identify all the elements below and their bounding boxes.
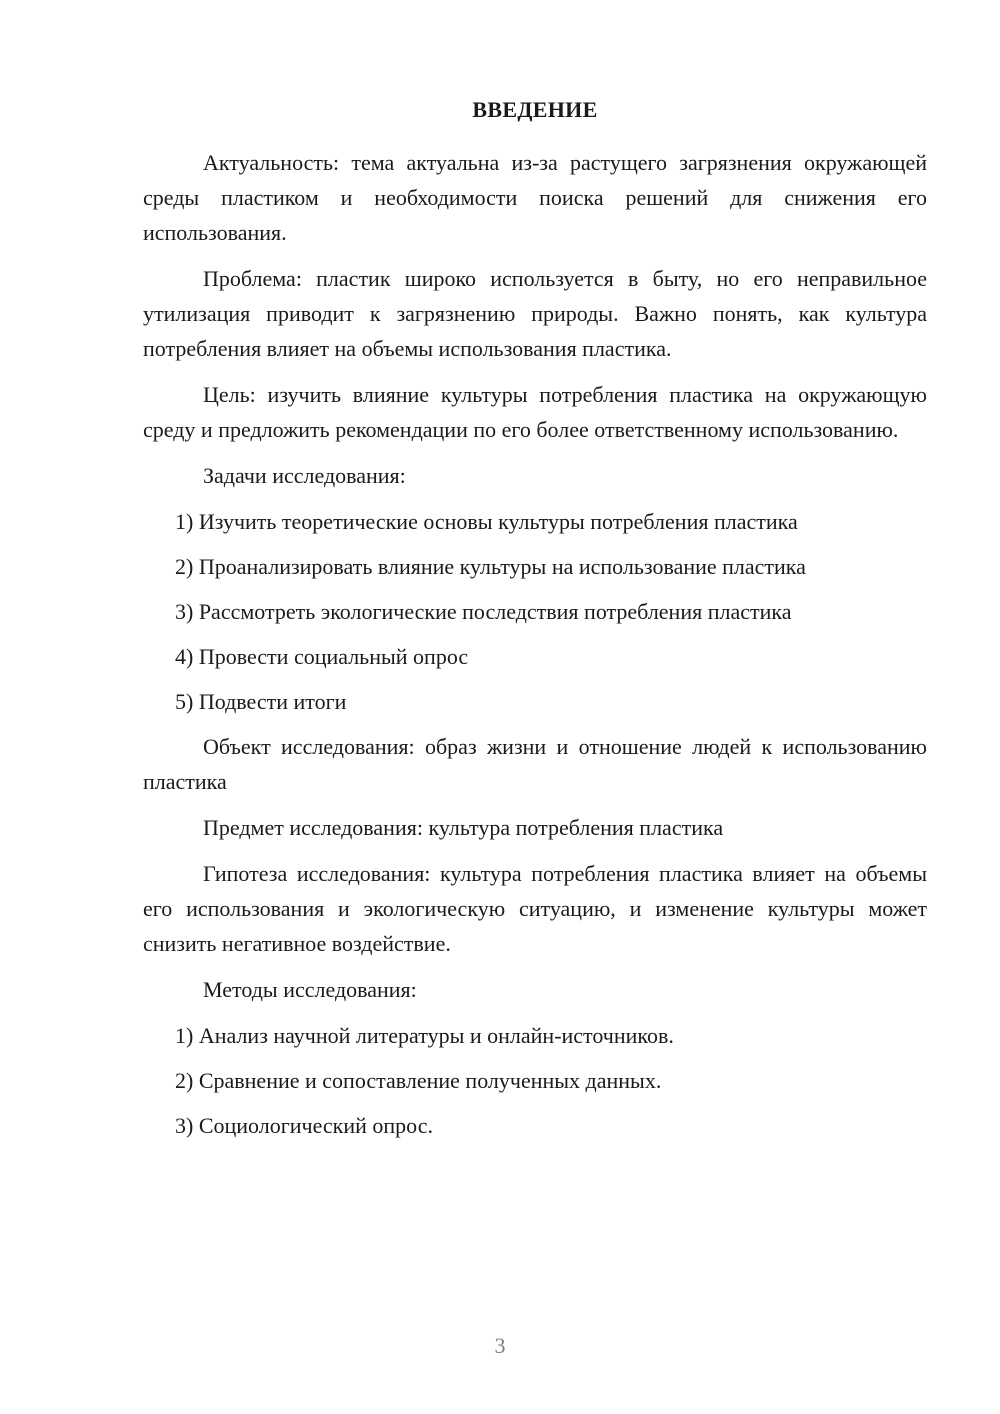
object-paragraph: Объект исследования: образ жизни и отношение людей к использованию пластика xyxy=(143,734,927,794)
list-item: 1) Изучить теоретические основы культуры потребления пластика xyxy=(175,509,798,534)
list-item: 3) Социологический опрос. xyxy=(175,1113,433,1138)
hypothesis-paragraph: Гипотеза исследования: культура потребления пластика влияет на объемы его использования и экологическую ситуацию, и изменение культуры может снизить негативное воздействие. xyxy=(143,861,927,956)
list-item: 1) Анализ научной литературы и онлайн-источников. xyxy=(175,1023,674,1048)
document-title: ВВЕДЕНИЕ xyxy=(472,97,598,122)
subject-paragraph: Предмет исследования: культура потребления пластика xyxy=(203,815,724,840)
tasks-heading: Задачи исследования: xyxy=(203,463,406,488)
list-item: 3) Рассмотреть экологические последствия потребления пластика xyxy=(175,599,792,624)
document-page xyxy=(143,92,927,1153)
methods-list xyxy=(143,1018,927,1143)
list-item: 2) Проанализировать влияние культуры на использование пластика xyxy=(175,554,806,579)
methods-heading: Методы исследования: xyxy=(203,977,417,1002)
relevance-paragraph: Актуальность: тема актуальна из-за растущего загрязнения окружающей среды пластиком и необходимости поиска решений для снижения его использования. xyxy=(143,150,927,245)
page-number: 3 xyxy=(494,1333,506,1358)
list-item: 5) Подвести итоги xyxy=(175,689,347,714)
list-item: 2) Сравнение и сопоставление полученных данных. xyxy=(175,1068,662,1093)
goal-paragraph: Цель: изучить влияние культуры потребления пластика на окружающую среду и предложить рекомендации по его более ответственному использованию. xyxy=(143,382,927,442)
list-item: 4) Провести социальный опрос xyxy=(175,644,469,669)
tasks-list xyxy=(143,504,927,719)
problem-paragraph: Проблема: пластик широко используется в быту, но его неправильное утилизация приводит к загрязнению природы. Важно понять, как культура потребления влияет на объемы использования пластика. xyxy=(143,266,927,361)
